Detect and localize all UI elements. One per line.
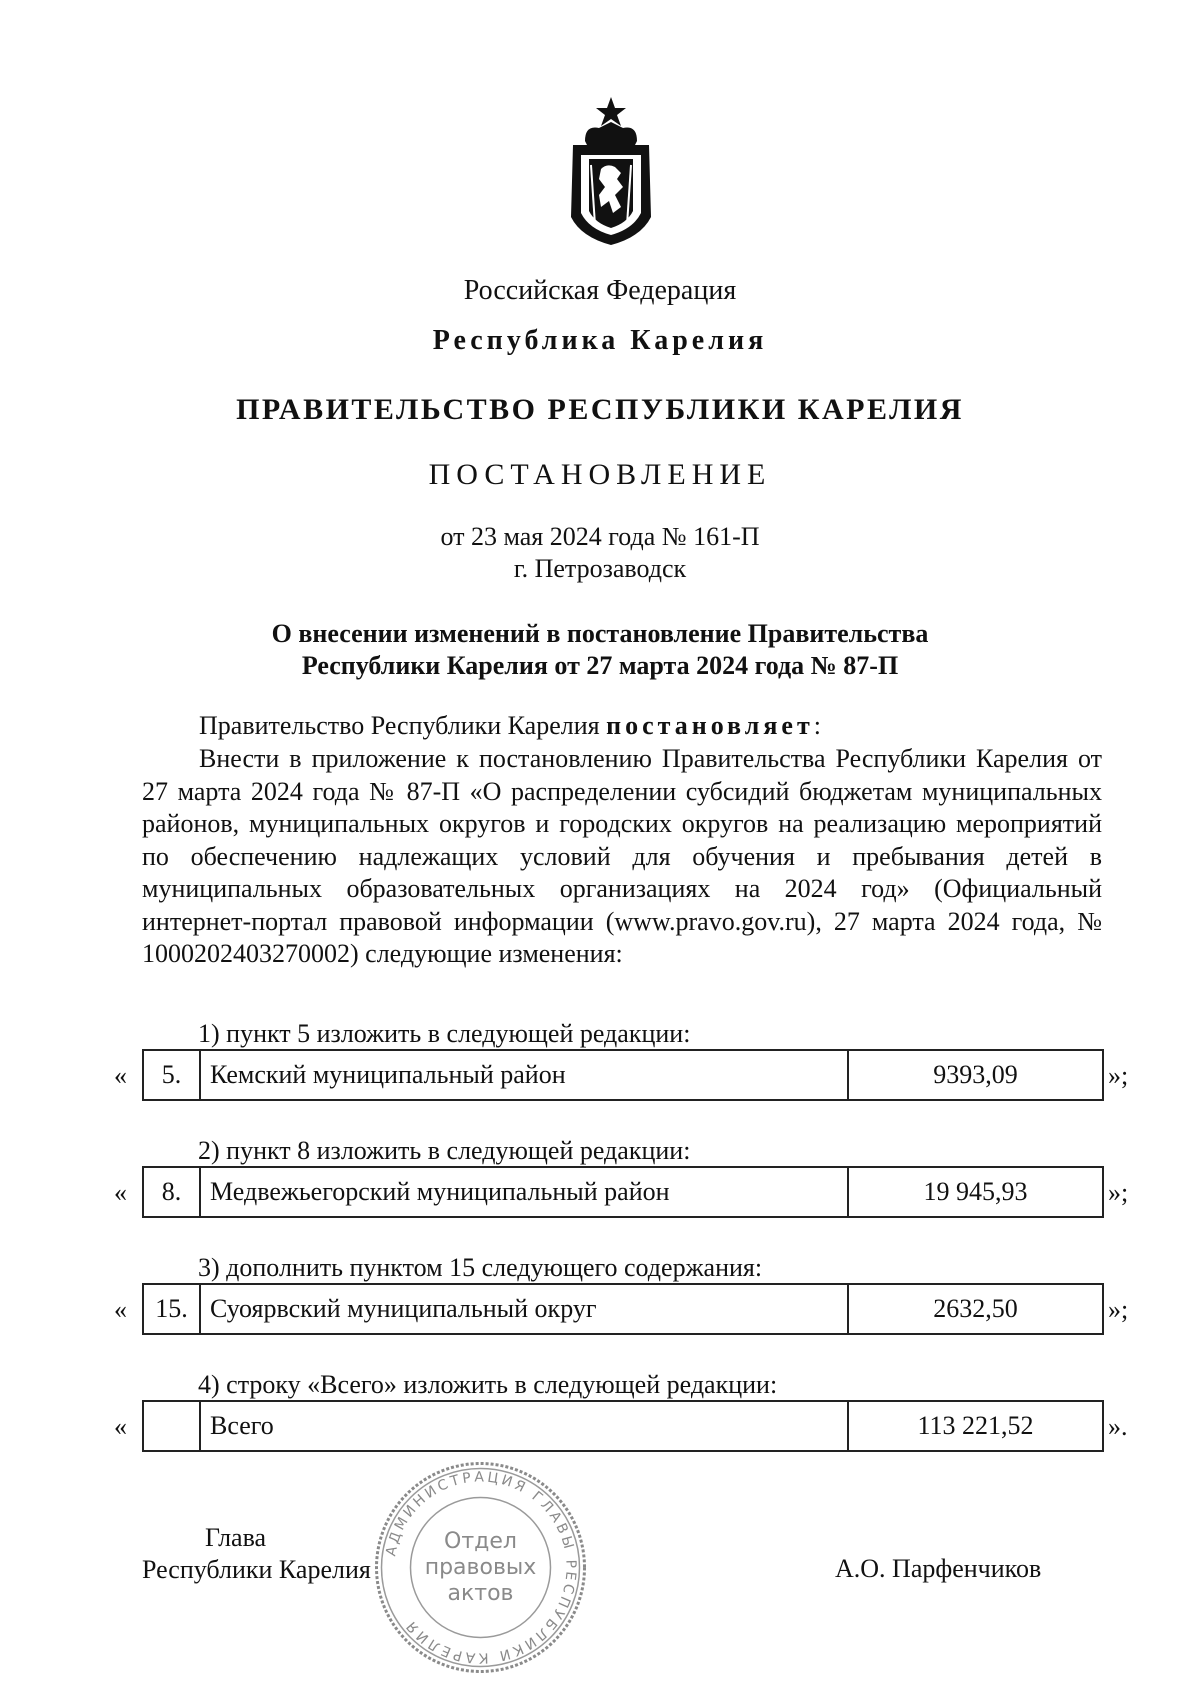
amendment-table-4 (142, 1400, 1104, 1452)
table-cell-number (144, 1402, 201, 1450)
document-city: г. Петрозаводск (513, 554, 687, 583)
table-cell-name: Суоярвский муниципальный округ (201, 1285, 849, 1333)
table-cell-value: 113 221,52 (917, 1411, 1034, 1440)
country-name: Российская Федерация (463, 275, 737, 306)
quote-close: »; (1108, 1178, 1129, 1207)
amendment-label-3: 3) дополнить пунктом 15 следующего содержания: (198, 1253, 763, 1282)
document-type: ПОСТАНОВЛЕНИЕ (428, 458, 772, 491)
stamp-center-line-1: Отдел (444, 1529, 517, 1554)
amendment-table-3 (142, 1283, 1104, 1335)
amendment-label-2: 2) пункт 8 изложить в следующей редакции: (198, 1136, 691, 1165)
amendment-table-2 (142, 1166, 1104, 1218)
table-cell-number: 15. (144, 1285, 201, 1333)
preamble (142, 710, 1102, 743)
table-cell-value: 19 945,93 (923, 1177, 1028, 1206)
quote-open: « (114, 1178, 127, 1207)
signatory-name: А.О. Парфенчиков (835, 1554, 1042, 1583)
preamble-suffix: : (813, 711, 821, 740)
quote-close: »; (1108, 1295, 1129, 1324)
amendment-label-4: 4) строку «Всего» изложить в следующей редакции: (198, 1370, 778, 1399)
quote-open: « (114, 1061, 127, 1090)
office-stamp (373, 1460, 588, 1675)
quote-close: »; (1108, 1061, 1129, 1090)
table-cell-name: Медвежьегорский муниципальный район (201, 1168, 849, 1216)
republic-name: Республика Карелия (432, 325, 768, 356)
subject-line-1: О внесении изменений в постановление Правительства (271, 619, 929, 648)
table-cell-name: Кемский муниципальный район (201, 1051, 849, 1099)
document-date-number: от 23 мая 2024 года № 161-П (440, 522, 760, 551)
stamp-center-line-2: правовых (424, 1555, 537, 1580)
stamp-center-line-3: актов (447, 1581, 514, 1606)
preamble-text: Правительство Республики Карелия (199, 711, 607, 740)
stamp-ring-text: АДМИНИСТРАЦИЯ ГЛАВЫ РЕСПУБЛИКИ КАРЕЛИЯ (383, 1469, 579, 1666)
preamble-emphasis: постановляет (606, 711, 814, 740)
table-cell-number: 8. (144, 1168, 201, 1216)
subject-line-2: Республики Карелия от 27 марта 2024 года № 87-П (301, 651, 899, 680)
government-title: ПРАВИТЕЛЬСТВО РЕСПУБЛИКИ КАРЕЛИЯ (236, 393, 964, 426)
table-cell-value: 9393,09 (933, 1060, 1018, 1089)
table-cell-name: Всего (201, 1402, 849, 1450)
table-cell-number: 5. (144, 1051, 201, 1099)
quote-open: « (114, 1295, 127, 1324)
amendment-label-1: 1) пункт 5 изложить в следующей редакции: (198, 1019, 691, 1048)
quote-open: « (114, 1412, 127, 1441)
signatory-title-line-2: Республики Карелия (142, 1555, 371, 1584)
signatory-title-line-1: Глава (205, 1523, 267, 1552)
table-cell-value: 2632,50 (933, 1294, 1018, 1323)
coat-of-arms-karelia-icon (555, 95, 667, 245)
signatory-title (142, 1522, 371, 1586)
document-subject (0, 618, 1200, 682)
quote-close: ». (1108, 1412, 1128, 1441)
main-paragraph: Внести в приложение к постановлению Правительства Республики Карелия от 27 марта 2024 года № 87-П «О распределении субсидий бюджетам муниципальных районов, муниципальных округов и городских округов на реализацию мероприятий по обеспечению надлежащих условий для обучения и пребывания детей в муниципальных образовательных организациях на 2024 год» (Официальный интернет-портал правовой информации (www.pravo.gov.ru), 27 марта 2024 года, № 1000202403270002) следующие изменения: (142, 744, 1102, 968)
amendment-table-1 (142, 1049, 1104, 1101)
